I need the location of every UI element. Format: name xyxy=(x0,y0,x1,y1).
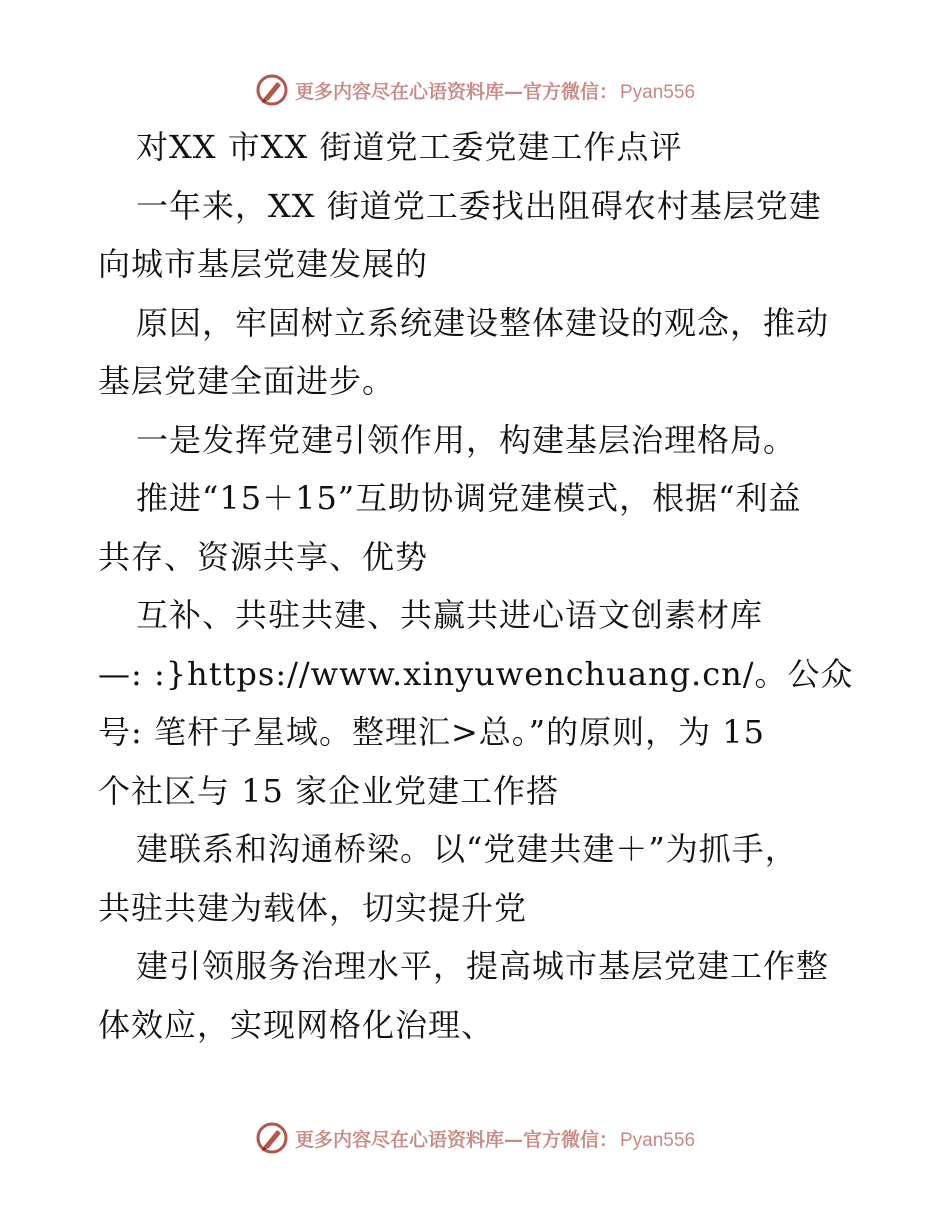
paragraph-line: 互补、共驻共建、共赢共进心语文创素材库 xyxy=(136,596,764,634)
paragraph-line: 向城市基层党建发展的 xyxy=(98,245,429,283)
header-banner-label: 更多内容尽在心语资料库—官方微信： xyxy=(294,80,618,103)
pen-logo-icon xyxy=(255,73,289,107)
paragraph-line: 建引领服务治理水平，提高城市基层党建工作整 xyxy=(136,947,830,985)
paragraph-line: 一年来，XX 街道党工委找出阻碍农村基层党建 xyxy=(136,186,822,225)
section-heading: 一是发挥党建引领作用，构建基层治理格局。 xyxy=(136,420,797,459)
paragraph-line: 建联系和沟通桥梁。以“党建共建＋”为抓手， xyxy=(136,830,798,868)
paragraph-line: 共驻共建为载体，切实提升党 xyxy=(98,888,528,927)
footer-banner-text xyxy=(295,1125,695,1152)
paragraph-line: 体效应，实现网格化治理、 xyxy=(98,1005,495,1044)
paragraph-line: —: :}https://www.xinyuwenchuang.cn/。公众 xyxy=(98,654,854,693)
header-banner-text xyxy=(295,77,695,104)
footer-banner-label: 更多内容尽在心语资料库—官方微信： xyxy=(294,1128,618,1151)
paragraph-line: 号: 笔杆子星域。整理汇>总。”的原则，为 15 xyxy=(98,713,766,751)
paragraph-line: 原因，牢固树立系统建设整体建设的观念，推动 xyxy=(136,303,830,342)
header-banner-handle: Pyan556 xyxy=(620,81,696,103)
document-body xyxy=(98,118,858,1054)
paragraph-line: 个社区与 15 家企业党建工作搭 xyxy=(98,771,560,810)
footer-banner xyxy=(0,1118,950,1158)
paragraph-line: 基层党建全面进步。 xyxy=(98,362,396,400)
pen-logo-icon xyxy=(255,1121,289,1155)
header-banner xyxy=(0,70,950,110)
paragraph-line: 推进“15＋15”互助协调党建模式，根据“利益 xyxy=(136,479,802,517)
document-title: 对XX 市XX 街道党工委党建工作点评 xyxy=(136,128,683,166)
paragraph-line: 共存、资源共享、优势 xyxy=(98,537,429,576)
footer-banner-handle: Pyan556 xyxy=(620,1129,696,1151)
